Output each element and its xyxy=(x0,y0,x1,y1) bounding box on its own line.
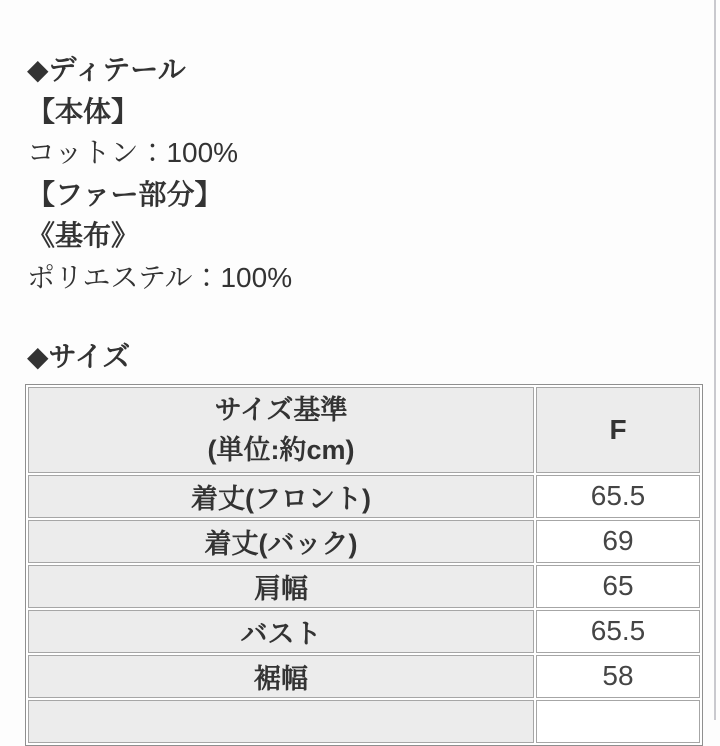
measure-value: 65.5 xyxy=(536,475,700,518)
size-section-heading: ◆サイズ xyxy=(27,341,131,372)
detail-section-heading: ◆ディテール xyxy=(27,54,186,85)
material-part-label: 【本体】 xyxy=(27,95,140,127)
table-row xyxy=(28,610,700,653)
measure-value: 65 xyxy=(536,565,700,608)
size-standard-label: サイズ基準 xyxy=(214,394,348,425)
measure-value xyxy=(536,700,700,743)
material-composition: コットン：100% xyxy=(27,137,239,168)
table-row xyxy=(28,520,700,563)
measure-label: バスト xyxy=(28,610,534,653)
size-unit-label: (単位:約cm) xyxy=(207,434,355,465)
measure-label xyxy=(28,700,534,743)
size-table-header-value: F xyxy=(536,387,700,473)
size-table-header-row xyxy=(28,387,700,473)
size-table-header-label xyxy=(28,387,534,473)
table-row xyxy=(28,655,700,698)
table-row xyxy=(28,475,700,518)
size-table xyxy=(25,384,703,746)
measure-value: 69 xyxy=(536,520,700,563)
material-part-label: 【ファー部分】 xyxy=(27,178,223,210)
screen-right-edge-line xyxy=(714,0,716,720)
measure-label: 裾幅 xyxy=(28,655,534,698)
measure-value: 58 xyxy=(536,655,700,698)
material-subpart-label: 《基布》 xyxy=(27,220,140,251)
table-row xyxy=(28,565,700,608)
measure-label: 肩幅 xyxy=(28,565,534,608)
material-composition: ポリエステル：100% xyxy=(27,261,293,293)
measure-value: 65.5 xyxy=(536,610,700,653)
measure-label: 着丈(フロント) xyxy=(28,475,534,518)
measure-label: 着丈(バック) xyxy=(28,520,534,563)
table-row-partial-clipped xyxy=(28,700,700,743)
